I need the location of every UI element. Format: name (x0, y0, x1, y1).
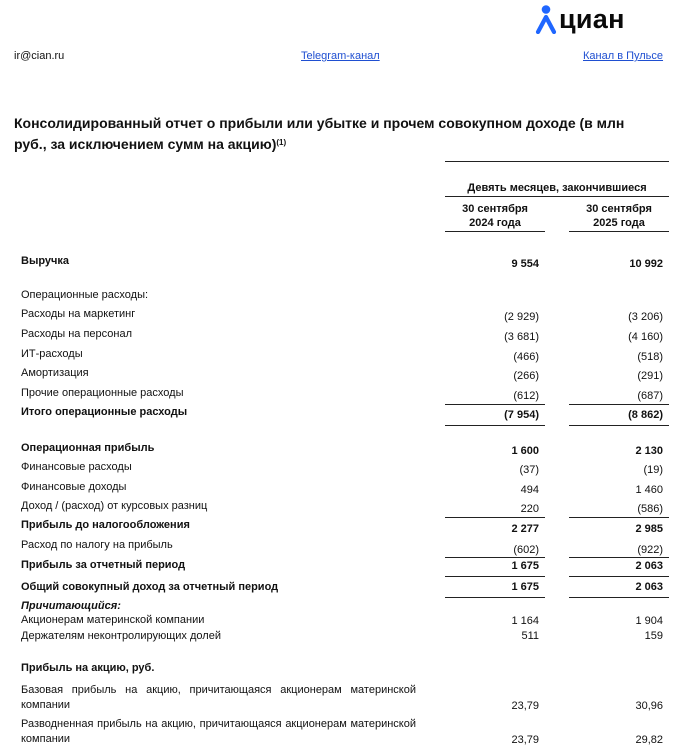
diluted-eps-2025: 29,82 (635, 734, 663, 746)
value-2025: 10 992 (629, 258, 663, 270)
value-2025: 1 904 (635, 615, 663, 627)
value-2024: 1 675 (511, 560, 539, 572)
column-header-2025-year: 2025 года (593, 217, 645, 229)
basic-eps-2025: 30,96 (635, 700, 663, 712)
pulse-link[interactable]: Канал в Пульсе (583, 50, 664, 62)
row-label: Финансовые расходы (21, 461, 132, 473)
cian-logo (535, 2, 625, 36)
value-2025: 2 063 (635, 581, 663, 593)
row-total-comprehensive-income (14, 581, 669, 597)
total-rule-2025 (569, 425, 669, 426)
location-pin-icon (535, 4, 557, 34)
value-2025: (291) (637, 370, 663, 382)
row-eps-heading (14, 662, 669, 678)
footnote-marker: (1) (276, 138, 287, 147)
ir-email[interactable]: ir@cian.ru (14, 50, 65, 62)
total-rule-2025 (569, 597, 669, 598)
total-rule-2025 (569, 576, 669, 577)
value-2025: (4 160) (628, 331, 663, 343)
column-header-2024-date: 30 сентября (462, 203, 528, 215)
subtotal-rule-2024 (445, 517, 545, 518)
column-header-2024-year: 2024 года (469, 217, 521, 229)
value-2024: (2 929) (504, 311, 539, 323)
row-profit-before-tax (14, 519, 669, 535)
value-2024: 2 277 (511, 523, 539, 535)
subtotal-rule-2024 (445, 404, 545, 405)
value-2024: 511 (521, 630, 539, 642)
row-revenue (14, 255, 669, 271)
row-fx (14, 500, 669, 516)
row-parent-shareholders (14, 614, 669, 630)
value-2024: (7 954) (504, 409, 539, 421)
row-label: Причитающийся: (21, 600, 121, 612)
subtotal-rule-2024 (445, 557, 545, 558)
total-rule-2024 (445, 576, 545, 577)
row-label: Доход / (расход) от курсовых разниц (21, 500, 208, 512)
column-header-2024 (445, 202, 545, 230)
row-finance-income (14, 481, 669, 497)
row-label: Выручка (21, 255, 70, 267)
subtotal-rule-2025 (569, 557, 669, 558)
value-2024: (466) (513, 351, 539, 363)
row-operating-profit (14, 442, 669, 458)
value-2025: 1 460 (635, 484, 663, 496)
row-label: Итого операционные расходы (21, 406, 188, 418)
row-other-opex (14, 387, 669, 403)
row-finance-expenses (14, 461, 669, 477)
value-2024: 9 554 (511, 258, 539, 270)
value-2024: 1 600 (511, 445, 539, 457)
row-opex-heading (14, 289, 669, 305)
row-label: Расходы на маркетинг (21, 308, 136, 320)
telegram-link[interactable]: Telegram-канал (301, 50, 380, 62)
period-header: Девять месяцев, закончившиеся (467, 182, 647, 194)
value-2024: 1 675 (511, 581, 539, 593)
value-2025: (586) (637, 503, 663, 515)
value-2024: (266) (513, 370, 539, 382)
row-depreciation (14, 367, 669, 383)
row-label: Держателям неконтролирующих долей (21, 630, 221, 642)
value-2025: (8 862) (628, 409, 663, 421)
row-label: Прибыль на акцию, руб. (21, 662, 155, 674)
row-personnel (14, 328, 669, 344)
diluted-eps-2024: 23,79 (511, 734, 539, 746)
value-2025: 159 (644, 630, 663, 642)
value-2024: (602) (513, 544, 539, 556)
row-label: Прочие операционные расходы (21, 387, 184, 399)
column-header-2025 (569, 202, 669, 230)
row-label: Операционные расходы: (21, 289, 149, 301)
value-2024: (37) (519, 464, 539, 476)
value-2025: (19) (643, 464, 663, 476)
row-net-profit (14, 559, 669, 575)
total-rule-2024 (445, 425, 545, 426)
column-rule-2025 (569, 231, 669, 232)
row-label: Расходы на персонал (21, 328, 133, 340)
row-noncontrolling (14, 630, 669, 646)
report-title (14, 113, 659, 154)
row-diluted-eps-label: Разводненная прибыль на акцию, причитающаяся акционерам материнской компании (21, 718, 416, 745)
value-2025: (922) (637, 544, 663, 556)
row-label: Прибыль до налогообложения (21, 519, 190, 531)
value-2025: 2 130 (635, 445, 663, 457)
value-2024: 220 (520, 503, 539, 515)
row-it (14, 348, 669, 364)
period-header-rule (445, 196, 669, 197)
value-2025: (518) (637, 351, 663, 363)
value-2025: 2 063 (635, 560, 663, 572)
header-top-rule (445, 161, 669, 162)
basic-eps-2024: 23,79 (511, 700, 539, 712)
column-header-2025-date: 30 сентября (586, 203, 652, 215)
value-2025: (3 206) (628, 311, 663, 323)
column-rule-2024 (445, 231, 545, 232)
row-income-tax (14, 539, 669, 555)
value-2025: (687) (637, 390, 663, 402)
row-label: Прибыль за отчетный период (21, 559, 186, 571)
row-label: Амортизация (21, 367, 89, 379)
row-marketing (14, 308, 669, 324)
value-2024: (3 681) (504, 331, 539, 343)
total-rule-2024 (445, 597, 545, 598)
subtotal-rule-2025 (569, 404, 669, 405)
row-label: Операционная прибыль (21, 442, 155, 454)
brand-name: циан (559, 4, 625, 34)
value-2024: 1 164 (511, 615, 539, 627)
row-label: Общий совокупный доход за отчетный период (21, 581, 279, 593)
value-2024: 494 (520, 484, 539, 496)
value-2024: (612) (513, 390, 539, 402)
subtotal-rule-2025 (569, 517, 669, 518)
row-basic-eps-label: Базовая прибыль на акцию, причитающаяся акционерам материнской компании (21, 684, 416, 711)
row-label: Расход по налогу на прибыль (21, 539, 173, 551)
row-label: Финансовые доходы (21, 481, 127, 493)
row-label: ИТ-расходы (21, 348, 83, 360)
row-label: Акционерам материнской компании (21, 614, 205, 626)
row-total-opex (14, 406, 669, 422)
report-title-text: Консолидированный отчет о прибыли или убытке и прочем совокупном доходе (в млн руб., за исключением сумм на акцию) (14, 115, 625, 152)
value-2025: 2 985 (635, 523, 663, 535)
